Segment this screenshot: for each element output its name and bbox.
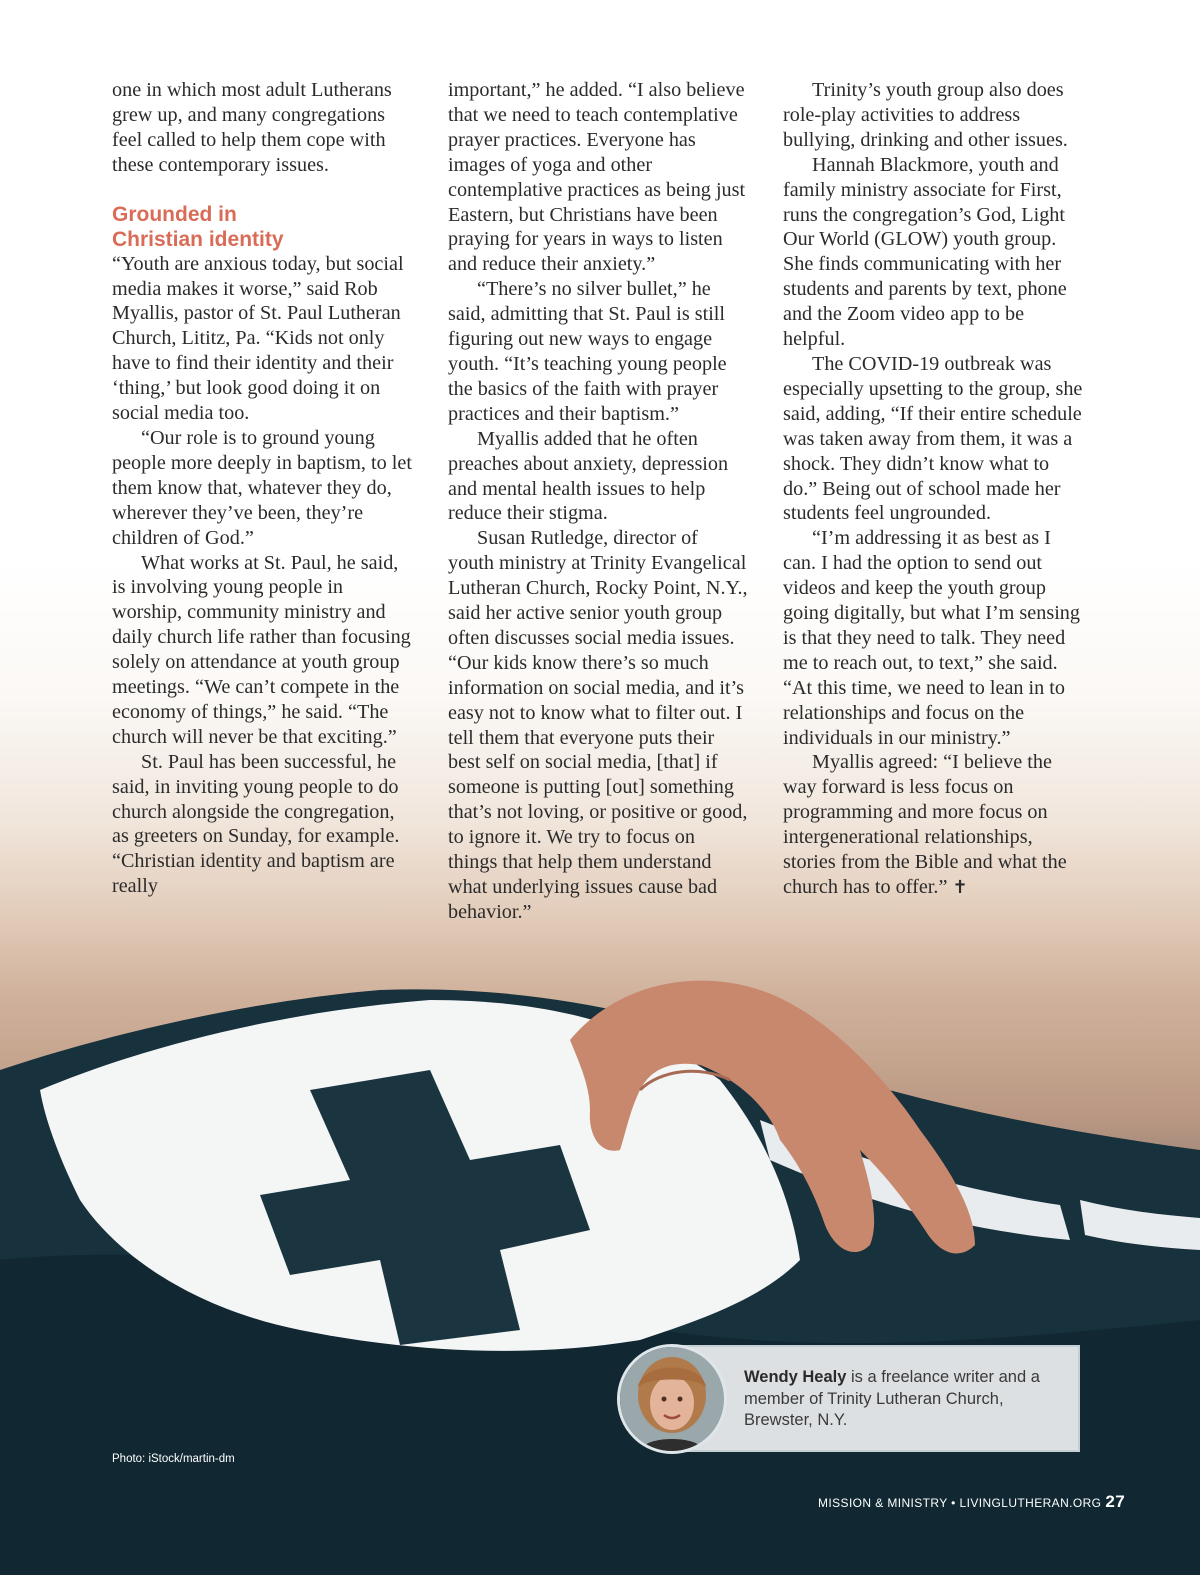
subhead [112,202,412,252]
paragraph: What works at St. Paul, he said, is involving young people in worship, community ministry and daily church life rather than focusing solely on attendance at youth group meetings. “We can’t compete in the economy of things,” he said. “The church will never be that exciting.” [112,551,411,748]
paragraph: “Our role is to ground young people more deeply in baptism, to let them know that, whatever they do, wherever they’ve been, they’re children of God.” [112,426,412,549]
subhead-line-2: Christian identity [112,227,284,251]
paragraph: “There’s no silver bullet,” he said, admitting that St. Paul is still figuring out new ways to engage youth. “It’s teaching young people the basics of the faith with prayer practices and their baptism.” [448,278,727,425]
paragraph: St. Paul has been successful, he said, in inviting young people to do church alongside the congregation, as greeters on Sunday, for example. “Christian identity and baptism are really [112,750,400,898]
page-footer [818,1492,1125,1512]
paragraph: The COVID-19 outbreak was especially upsetting to the group, she said, adding, “If their entire schedule was taken away from them, it was a shock. They didn’t know what to do.” Being out of school made her students feel ungrounded. [783,352,1083,525]
footer-section: MISSION & MINISTRY • LIVINGLUTHERAN.ORG [818,1496,1102,1510]
paragraph: Hannah Blackmore, youth and family ministry associate for First, runs the congregation’s God, Light Our World (GLOW) youth group. She finds communicating with her students and parents by text, phone and the Zoom video app to be helpful. [783,153,1067,351]
paragraph [783,750,1083,900]
subhead-line-1: Grounded in [112,202,237,226]
author-bio [744,1367,1064,1432]
author-bio-text: is a freelance writer and a member of Trinity Lutheran Church, Brewster, N.Y. [744,1368,1040,1429]
paragraph: Trinity’s youth group also does role-play activities to address bullying, drinking and other issues. [783,79,1068,151]
end-mark-icon: ✝ [952,877,968,898]
paragraph: Myallis added that he often preaches about anxiety, depression and mental health issues to help reduce their stigma. [448,427,729,525]
paragraph: important,” he added. “I also believe that we need to teach contemplative prayer practices. Everyone has images of yoga and other contemplative practices as being just Eastern, but Christians have been praying for years in ways to listen and reduce their anxiety.” [448,79,746,276]
photo-credit: Photo: iStock/martin-dm [112,1453,235,1465]
article-column-3 [783,78,1083,901]
author-name: Wendy Healy [744,1368,847,1386]
cross-shirt-photo [0,960,1200,1575]
intro-paragraph: one in which most adult Lutherans grew up, and many congregations feel called to help them cope with these contemporary issues. [112,79,392,176]
closing-paragraph-text: Myallis agreed: “I believe the way forward is less focus on programming and more focus on intergenerational relationships, stories from the Bible and what the church has to offer.” [783,751,1067,898]
page-number: 27 [1105,1492,1126,1511]
article-column-1 [112,78,412,899]
author-portrait [620,1347,724,1451]
paragraph: “I’m addressing it as best as I can. I had the option to send out videos and keep the youth group going digitally, but what I’m sensing is that they need to talk. They need me to reach out, to text,” she said. “At this time, we need to lean in to relationships and focus on the individuals in our ministry.” [783,527,1080,749]
paragraph: Susan Rutledge, director of youth ministry at Trinity Evangelical Lutheran Church, Rocky Point, N.Y., said her active senior youth group often discusses social media issues. “Our kids know there’s so much information on social media, and it’s easy not to know what to filter out. I tell them that everyone puts their best self on social media, [that] if someone is putting [out] something that’s not loving, or positive or good, to ignore it. We try to focus on things that help them understand what underlying issues cause bad behavior.” [448,527,748,923]
author-avatar [617,1344,727,1454]
article-column-2 [448,78,748,925]
paragraph: “Youth are anxious today, but social media makes it worse,” said Rob Myallis, pastor of St. Paul Lutheran Church, Lititz, Pa. “Kids not only have to find their identity and their ‘thing,’ but look good doing it on social media too. [112,252,404,425]
